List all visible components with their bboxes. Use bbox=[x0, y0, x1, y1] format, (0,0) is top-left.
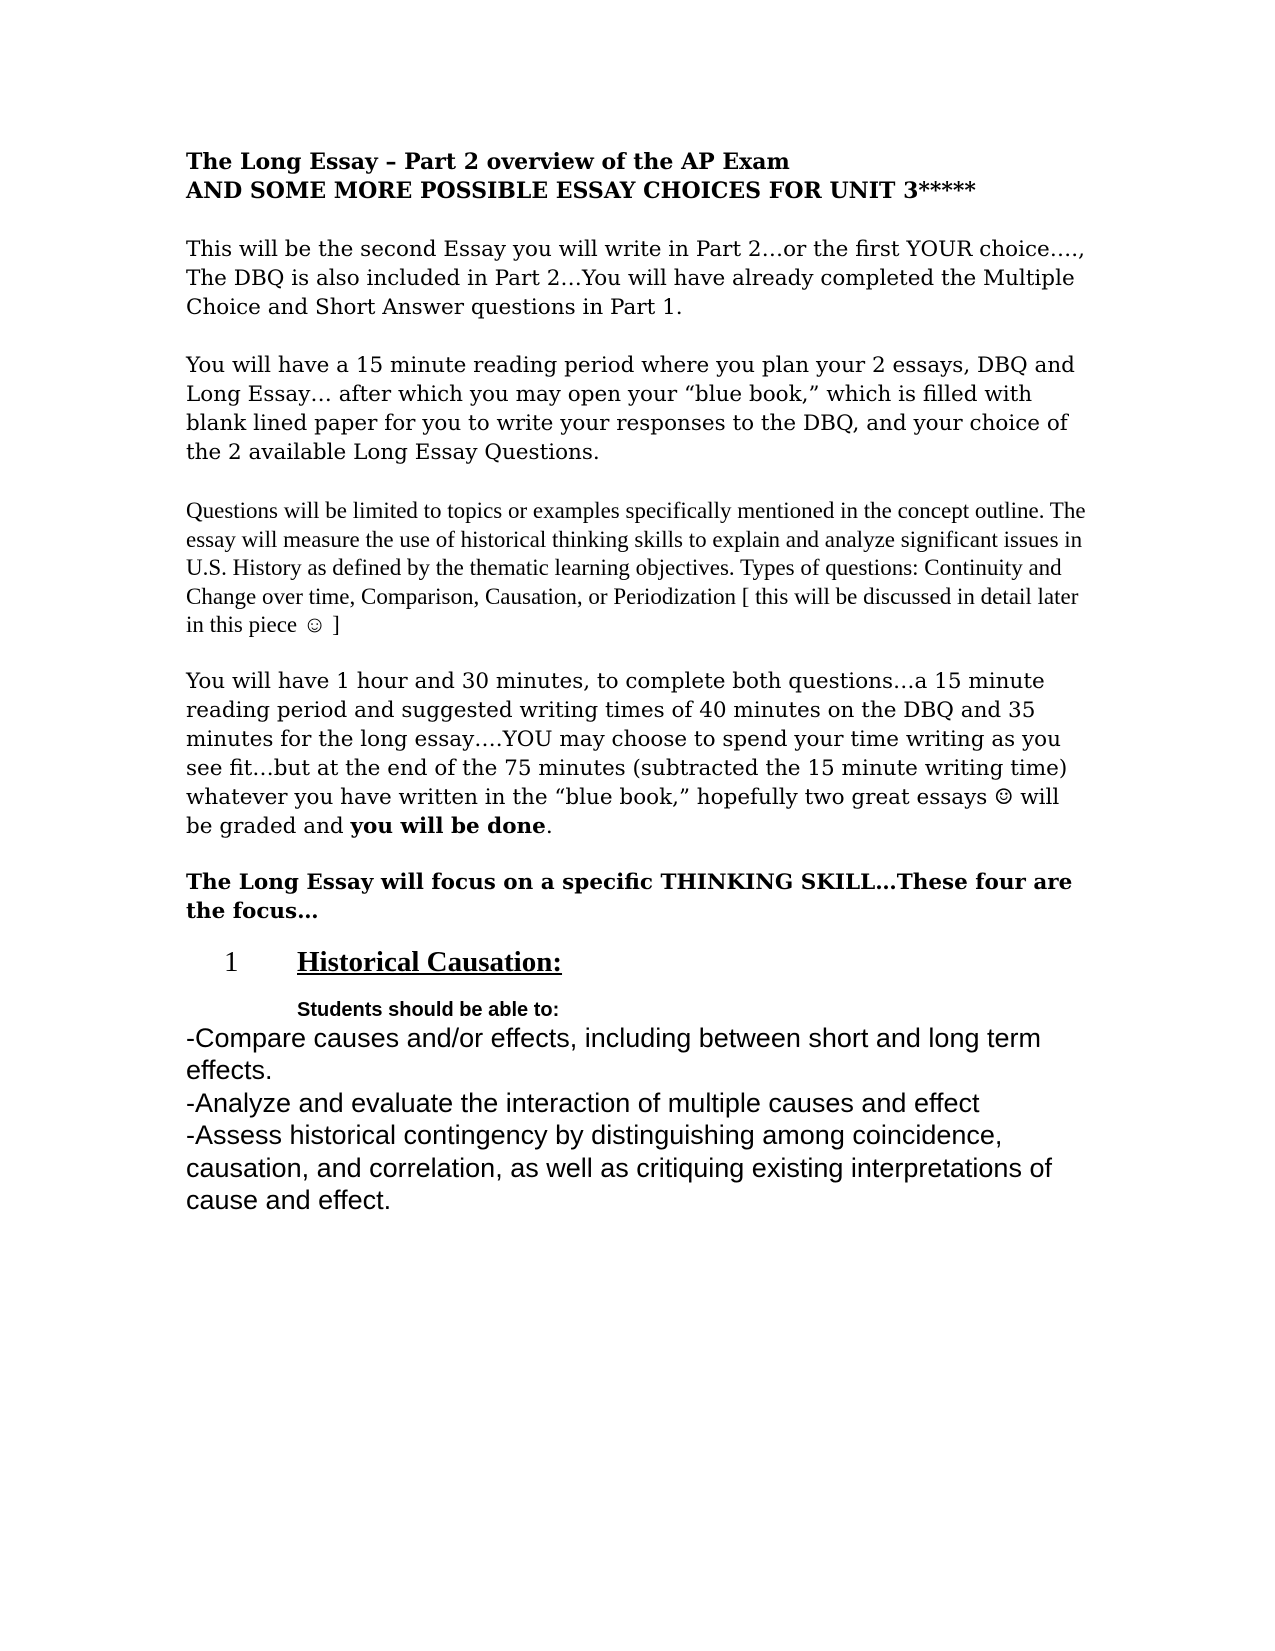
section-number: 1 bbox=[224, 945, 239, 978]
paragraph-reading-period: You will have a 15 minute reading period where you plan your 2 essays, DBQ and Long Essay… after which you may open your “blue book,” which is filled with blank lined paper for you to write your responses to the DBQ, and your choice of the 2 available Long Essay Questions. bbox=[186, 353, 1075, 465]
paragraph-timing-bold: you will be done bbox=[350, 813, 546, 839]
document-page bbox=[186, 148, 1086, 1217]
focus-heading: The Long Essay will focus on a specific THINKING SKILL…These four are the focus… bbox=[186, 869, 1073, 924]
list-item: -Compare causes and/or effects, including between short and long term effects. bbox=[186, 1022, 1041, 1085]
document-title-line1: The Long Essay – Part 2 overview of the AP Exam bbox=[186, 149, 790, 175]
paragraph-timing-end: . bbox=[545, 813, 553, 839]
section-historical-causation-heading bbox=[186, 942, 1086, 982]
list-item: -Assess historical contingency by distinguishing among coincidence, causation, and correlation, as well as critiquing existing interpretations of cause and effect. bbox=[186, 1120, 1052, 1215]
document-title-line2: AND SOME MORE POSSIBLE ESSAY CHOICES FOR UNIT 3***** bbox=[186, 178, 976, 204]
list-item: -Analyze and evaluate the interaction of multiple causes and effect bbox=[186, 1087, 980, 1118]
section-title: Historical Causation: bbox=[297, 945, 563, 978]
paragraph-timing-main: You will have 1 hour and 30 minutes, to complete both questions…a 15 minute reading period and suggested writing times of 40 minutes on the DBQ and 35 minutes for the long essay….YOU may choose to spend your time writing as you see fit…but at the end of the 75 minutes (subtracted the 15 minute writing time) whatever you have written in the “blue book,” hopefully two great essays ☺ will be graded and bbox=[186, 668, 1068, 839]
paragraph-part2-intro: This will be the second Essay you will write in Part 2…or the first YOUR choice…., The DBQ is also included in Part 2…You will have already completed the Multiple Choice and Short Answer questions in Part 1. bbox=[186, 237, 1085, 320]
paragraph-timing bbox=[186, 667, 1086, 841]
section-subheading: Students should be able to: bbox=[297, 998, 560, 1021]
paragraph-question-types: Questions will be limited to topics or examples specifically mentioned in the concept outline. The essay will measure the use of historical thinking skills to explain and analyze significant issues in U.S. History as defined by the thematic learning objectives. Types of questions: Continuity and Change over time, Comparison, Causation, or Periodization [ this will be discussed in detail later in this piece ☺ ] bbox=[186, 498, 1086, 637]
